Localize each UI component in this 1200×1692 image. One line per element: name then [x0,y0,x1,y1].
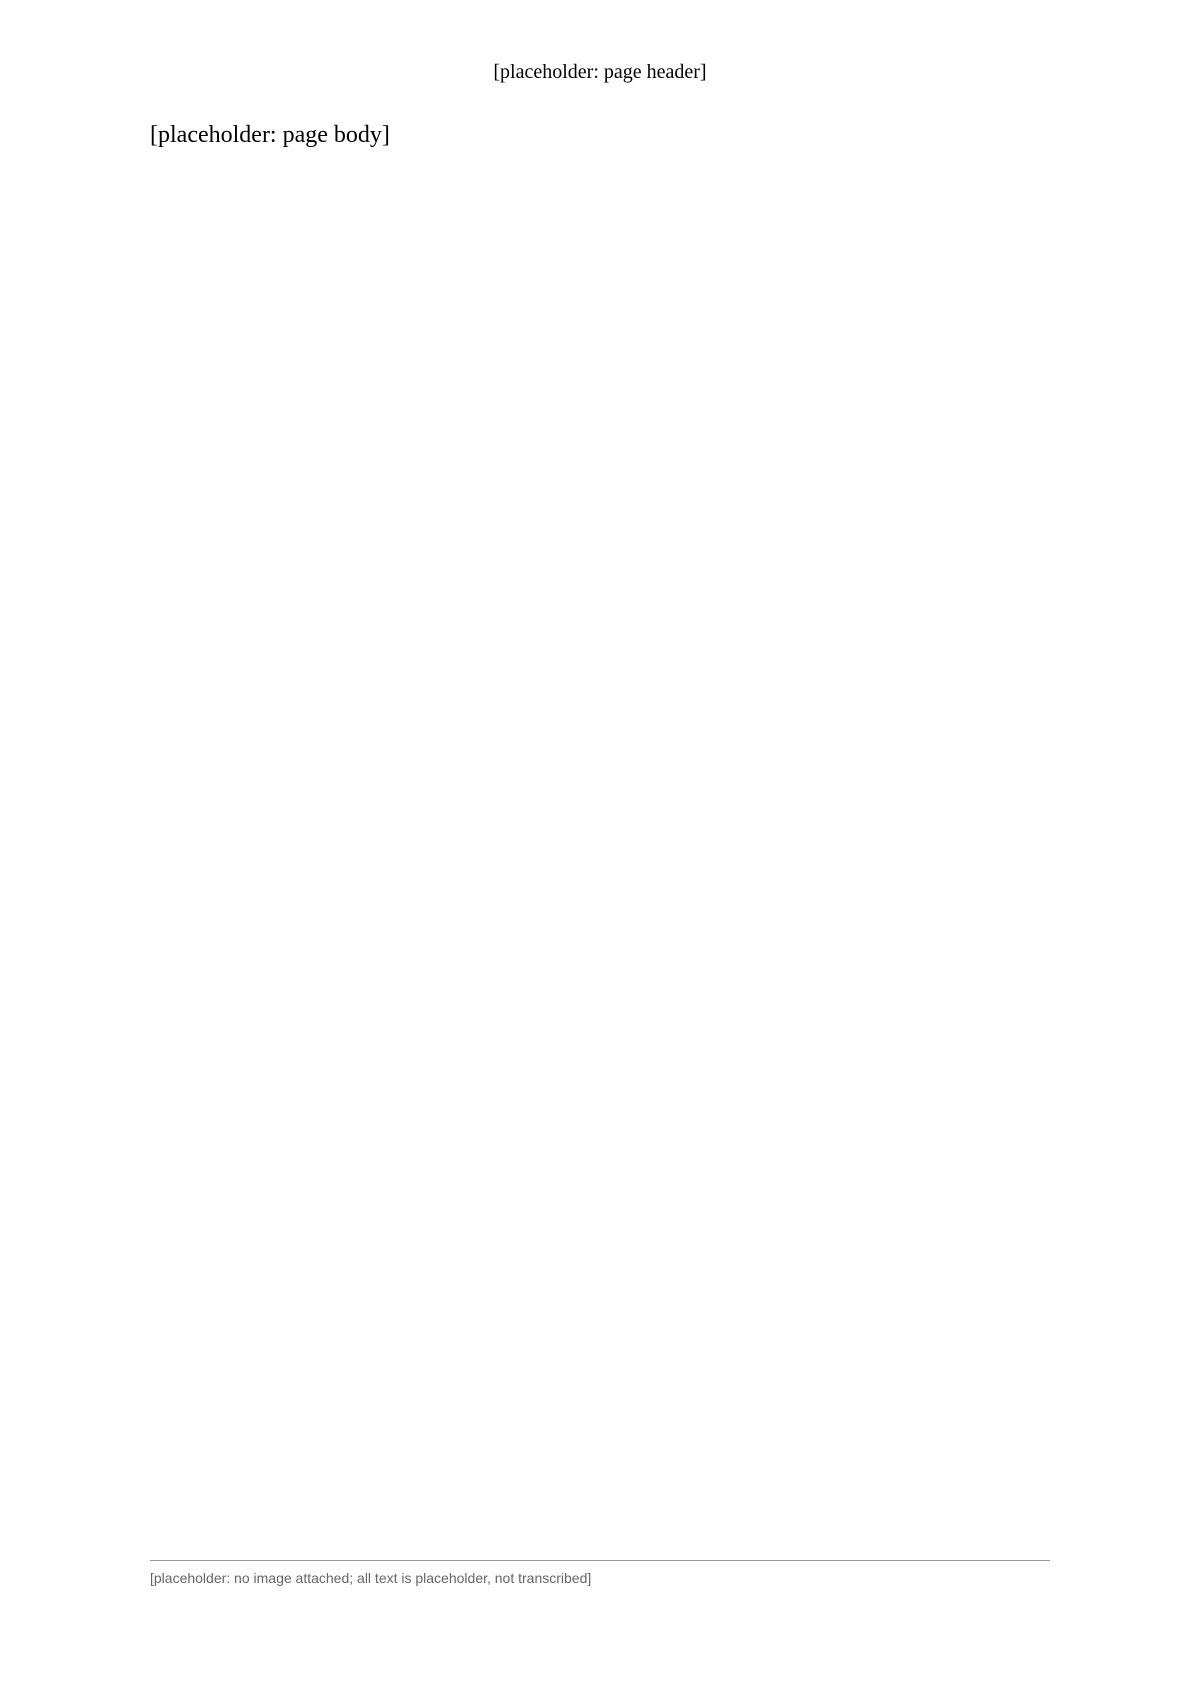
page-header: [placeholder: page header] [493,61,707,83]
page-body: [placeholder: page body] [150,122,390,148]
placeholder-note: [placeholder: no image attached; all text is placeholder, not transcribed] [150,1560,1050,1587]
